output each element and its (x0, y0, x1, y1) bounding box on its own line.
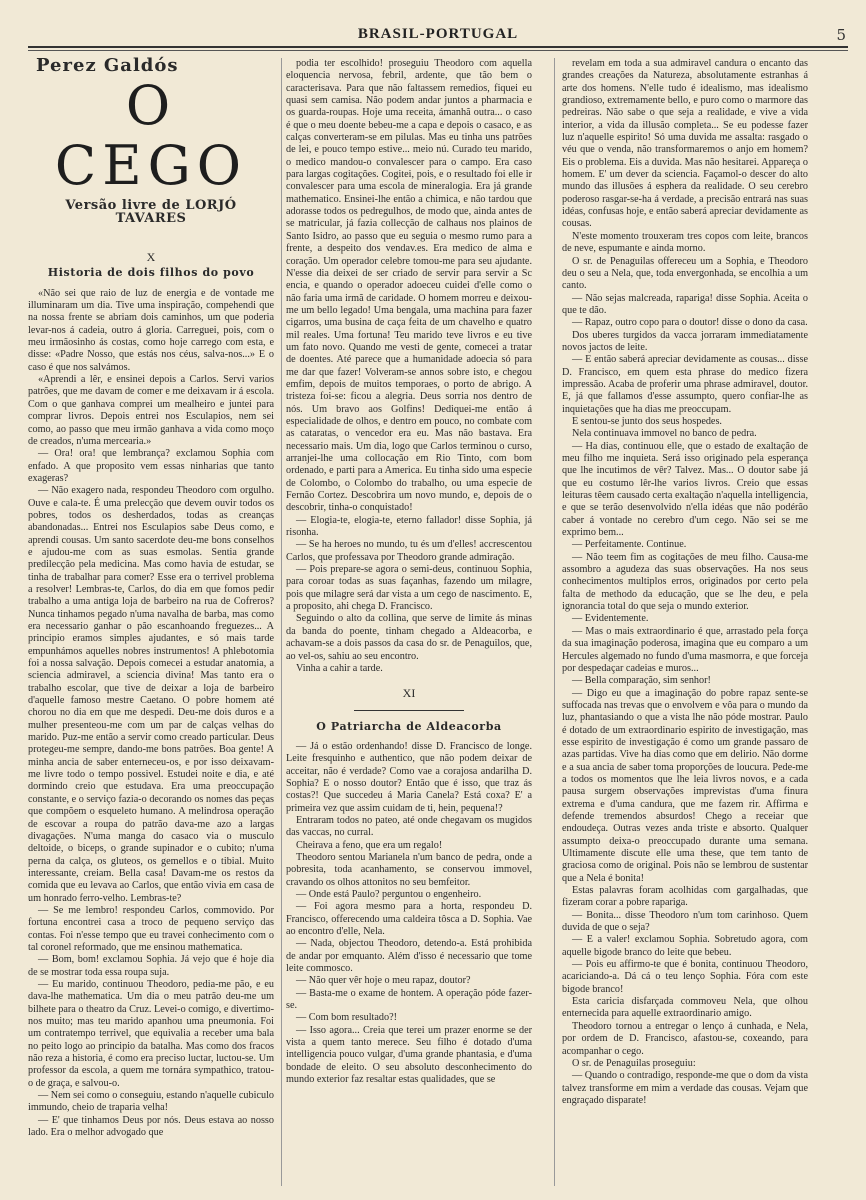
paragraph: N'este momento trouxeram tres copos com leite, brancos de neve, espumante e ainda morno. (562, 230, 808, 255)
byline: Versão livre de LORJÓ TAVARES (65, 198, 237, 226)
paragraph: — Bom, bom! exclamou Sophia. Já vejo que é hoje dia de se mostrar toda essa roupa suja. (28, 954, 274, 978)
paragraph: — Se me lembro! respondeu Carlos, commovido. Por fortuna encontrei casa a troco de pequeno serviço das contas. Foi n'esse tempo que eu travei conhecimento com o tal coronel reformado, que me ensinou mathematica. (28, 904, 274, 953)
chapter-number: X (146, 250, 156, 265)
paragraph: — Pois prepare-se agora o semi-deus, continuou Sophia, para coroar todas as suas façanhas, fazendo um milagre, pois que milagre será dar vista a um cego de nascimento. E, a proposito, ahi chega D. Francisco. (286, 564, 532, 613)
paragraph: — Eu marido, continuou Theodoro, pedia-me pão, e eu dava-lhe mathematica. Um dia o meu patrão deu-me um bilhete para o theatro da Cruz. Levei-o comigo, e divertimo-nos muito; mas teu marido apanhou uma pneumonia. Foi um contratempo terrivel, que equivalia a receber uma bala no peito logo ao principio da batalha. Mas como dos fracos não reza a historia, é como era preciso luctar, luctou-se. Um professor da escola, a quem me tornára sympathico, tratou-o de graça, e salvou-o. (28, 978, 274, 1089)
paragraph: — Elogia-te, elogia-te, eterno fallador! disse Sophia, já risonha. (286, 514, 532, 539)
paragraph: — Onde está Paulo? perguntou o engenheiro. (296, 889, 482, 900)
paragraph: — Já o estão ordenhando! disse D. Francisco de longe. Leite fresquinho e authentico, que não podem deixar de acceitar, não é verdade? Como vae a corajosa andarilha D. Sophia? E o nosso doutor? Então que é isso, que traz ás costas?! Que succedeu á Maria Canela? Está coxa? E' a primeira vez que assim cuidam de ti, hein, pequena!? (286, 740, 532, 814)
column-2-body-top (286, 58, 532, 675)
paragraph: — E a valer! exclamou Sophia. Sobretudo agora, com aquelle bigode branco do leite que bebeu. (562, 934, 808, 958)
paragraph: — Nem sei como o conseguiu, estando n'aquelle cubiculo immundo, cheio de traparia velha! (28, 1090, 274, 1114)
article-title: O CEGO (54, 74, 248, 198)
paragraph: — Basta-me o exame de hontem. A operação póde fazer-se. (286, 987, 532, 1012)
paragraph: — Pois eu affirmo-te que é bonita, continuou Theodoro, acariciando-a. Dá cá o teu lenço Sophia. Fóra com este bigode branco! (562, 959, 808, 995)
paragraph: revelam em toda a sua admiravel candura o encanto das grandes creações da Natureza, absolutamente estranhas á arte dos homens. N'elle tudo é idealismo, mas idealismo grandioso, extremamente bello, e puro como o marmore das pedreiras. Não sabe o que seja a realidade, e vive a vida interior, a vida da illusão completa... Se eu podesse fazer luz n'aquelle espirito! Só uma duvida me assalta: rasgado o véu que o venda, não transformaremos o anjo em homem? Eis o problema. Eis a duvida. Mas não hesitarei. Appareça o homem. E' um dever da sciencia. Façamol-o descer do alto mundo das illusões á esphera da realidade. O seu cerebro poderoso rasgar-se-ha á verdade, a precisão entrará nas suas idéas, confusas hoje, e então saberá apreciar devidamente as cousas. (562, 58, 808, 230)
paragraph: podia ter escolhido! proseguiu Theodoro com aquella eloquencia nervosa, febril, ardente, que tão bem o caracterisava. Para que não faltassem remedios, fiquei eu quasi sem camisa. Não podem andar juntos a pharmacia e os guarda-roupas. Hoje uma receita, ámanhã outra... o caso é que o meu doente bebeu-me a capa e depois o casaco, e as calças converteram-se em pilulas. Mas eu tinha uns patrões de lei, e pouco tempo estive... meio nú. Curado teu marido, o medico mandou-o convalescer para o campo. Era caso para largas cogitações. Cogitei, pois, e o resultado foi elle ir convalescer para uma escola de mineralogia. Era já grande mathematico. Ensinei-lhe então a chimica, e não tardou que adorasse todos os pedregulhos, de modo que, ainda antes de se matricular, já fazia collecção de calhaus nos plainos de Santo Isidro, ao passo que eu seguia o mesmo rumo para a frente, a despeito dos vendav.es. Era medico de alma e coração. Um operador celebre tomou-me para seu ajudante. N'esse dia deixei de ser criado de servir para servir a Sc encia, e quando o operador adoeceu cuidei d'elle como o não faria uma irmã de caridade. O homem morreu e deixou-me um bello legado! Uma bengala, uma machina para fazer cigarros, uma busina de caça feita de um chavelho e quatro mil reales. Uma fortuna! Teu marido teve livros e eu tive um fato novo. Quando me vesti de gente, comecei a tratar de doentes. Até parece que a humanidade adoecia só para me dar que fazer! Volveram-se annos sobre isto, e chegou emfim, depois de muitos temporaes, o porto de abrigo. A tristeza foi-se: ficou a alegria. Deus sorria nos dentro de nós. Um bravo aos Golfins! Dediquei-me então á especialidade de olhos, e dentro em pouco, no combate com as cataratas, o vencedor era eu. Mas não bastava. Era necessario mais. Um dia, logo que Carlos terminou o curso, arranjei-lhe uma collocação em Rio Tinto, com bom ordenado, e parti para a America. Eu tinha sido uma especie de Colombo, o Colombo do trabalho, ou uma especie de Fernão Cortez. Descobrira um novo mundo, e, depois de o descobrir, tinha-o conquistado! (286, 58, 532, 514)
running-title: BRASIL-PORTUGAL (357, 26, 519, 42)
paragraph: Cheirava a feno, que era um regalo! (296, 839, 443, 851)
paragraph: Theodoro sentou Marianela n'um banco de pedra, onde a pobresita, toda acanhamento, se conservou immovel, cravando os olhos attonitos no seu bemfeitor. (286, 851, 532, 888)
paragraph: — Bella comparação, sim senhor! (572, 675, 711, 687)
paragraph: Vinha a cahir a tarde. (296, 662, 383, 674)
paragraph: — Não exagero nada, respondeu Theodoro com orgulho. Ouve e cala-te. É uma prelecção que devem ouvir todos os pobres, todos os desherdados, todas as creanças abandonadas... Entrei nos Esculapios sabe Deus como, e aprendi cousas. Um santo sacerdote deu-me bons conselhos e ajudou-me com as suas esmolas. Sentia grande predilecção pela medicina. Mas como havia de estudar, se tinha de trabalhar para comer? Esse era o terrivel problema a resolver! Lembras-te, Carlos, do dia em que fomos pedir trabalho a uma antiga loja de barbeiro na rua de Cofreros? Nunca tinhamos pegado n'uma navalha de barba, mas como era necessario ganhar o pão escanhoando freguezes... A principio eramos simples ajudantes, e só mais tarde empunhámos aquelles nobres instrumentos! A phlebotomia foi a nossa salvação. Depois comecei a estudar anatomia, a sciencia admiravel, a sciencia divina! Mas tanto era o trabalho escolar, que tive de deixar a loja de barbeiro d'aquelle famoso mestre Caetano. O pobre homem até chorou no dia em que me despedi. Deu-me dois duros e a mulher presenteou-me com um par de calças velhas do marido. Puz-me então a servir como creado particular. Deus protegeu-me sempre, dando-me bons patrões. Boa gente! A minha ancia de saber enterneceu-os, e por isso deixavam-me livre todo o tempo possivel. Estudei noite e dia, e até dormindo creio que estudava. Era uma preoccupação constante, e o serviço fazia-o decorando os nomes das peças que compõem o esqueleto humano. A melindrosa operação de escovar a roupa do patrão dava-me azo a largas divagações. N'uma manga do casaco via o musculo deltoide, o biceps, o grande supinador e o cubito; n'uma perna da calça, os gluteos, os gemellos e o tibial. Muito interessante, creiam. Bella casa! Davam-me os restos da comida que eu levava ao Carlos, que então vivia em casa de um honrado ferro-velho. Lembras-te? (28, 485, 274, 904)
paragraph: Nela continuava immovel no banco de pedra. (572, 428, 757, 440)
paragraph: — Não teem fim as cogitações de meu filho. Causa-me assombro a agudeza das suas observações. Ha nos seus conhecimentos multiplos erros, originados por certo pela falta de methodo da educação, que se lhe deu, e pela ignorancia total do que seja o mundo exterior. (562, 551, 808, 613)
paragraph: «Não sei que raio de luz de energia e de vontade me illuminaram um dia. Tive uma inspiração, compehendi que na nossa frente se abriam dois caminhos, um que poderia levar-nos á cadeia, outro á gloria. Carreguei, pois, com o meu irmãosinho ás costas, como hoje carrego com esta, e disse: «Padre Nosso, que estás nos céus, salva-nos...» E o caso é que nos salvámos. (28, 287, 274, 373)
paragraph: — Evidentemente. (572, 613, 649, 625)
column-3 (562, 58, 808, 1107)
paragraph: — Perfeitamente. Continue. (572, 539, 687, 551)
column-divider (554, 58, 555, 1186)
author-name: Perez Galdós (36, 55, 179, 76)
page-header (28, 18, 848, 48)
paragraph: E sentou-se junto dos seus hospedes. (572, 415, 722, 427)
column-1 (28, 55, 274, 1139)
paragraph: — E então saberá apreciar devidamente as cousas... disse D. Francisco, em quem esta phrase do medico fizera impressão. Acaba de proferir uma phrase admiravel, doutor. E, já que fallamos d'esse assumpto, quero confiar-lhe as inquietações que ha dias me preoccupam. (562, 354, 808, 415)
paragraph: Esta caricia disfarçada commoveu Nela, que olhou enternecida para aquelle extraordinario amigo. (562, 996, 808, 1020)
column-divider (281, 58, 282, 1186)
paragraph: — Foi agora mesmo para a horta, respondeu D. Francisco, offerecendo uma caldeira tôsca a D. Sophia. Vae ao encontro d'elle, Nela. (286, 901, 532, 938)
paragraph: — Não quer vêr hoje o meu rapaz, doutor? (296, 975, 471, 987)
paragraph: Estas palavras foram acolhidas com gargalhadas, que fizeram corar a pobre rapariga. (562, 885, 808, 909)
paragraph: O sr. de Penaguilas proseguiu: (572, 1057, 696, 1069)
paragraph: — E' que tinhamos Deus por nós. Deus estava ao nosso lado. Era o melhor advogado que (28, 1114, 274, 1139)
column-2 (286, 58, 532, 1087)
paragraph: — Digo eu que a imaginação do pobre rapaz sente-se suffocada nas trevas que o envolvem e vôa para o mundo da luz, phantasiando o que a vista lhe não póde mostrar. Paulo é dotado de um extraordinario espirito de investigação, mas esse espirito de investigação é como um grande passaro de azas partidas. Vive ha dias como que em delirio. Não dorme e a sua ancia de saber toma proporções de loucura. Pede-me a todos os momentos que lhe leia livros novos, e a cada pausa surgem observações imprevistas d'uma finura extrema e d'uma candura, que me fazem rir. Affirma e defende tremendos absurdos! Chego a receiar que endoudeça. Outras vezes anda triste e absorto. Qualquer assumpto deixa-o preoccupado durante uma semana. Ultimamente discute elle uma these, que tem tanto de graciosa como de original. Pois não se lembrou de sustentar que a Nela é bonita! (562, 687, 808, 884)
paragraph: Theodoro tornou a entregar o lenço á cunhada, e Nela, por ordem de D. Francisco, afastou-se, coxeando, para acompanhar o cego. (562, 1020, 808, 1057)
paragraph: — Rapaz, outro copo para o doutor! disse o dono da casa. (572, 317, 808, 329)
section-separator (354, 710, 464, 711)
paragraph: Dos uberes turgidos da vacca jorraram immediatamente novos jactos de leite. (562, 329, 808, 353)
paragraph: — Mas o mais extraordinario é que, arrastado pela força da sua imaginação poderosa, imagina que eu comparo a um Hercules algemado no fundo d'uma masmorra, e que forceja por despedaçar cadeias e muros... (562, 625, 808, 674)
chapter-title: O Patriarcha de Aldeacorba (316, 719, 502, 733)
paragraph: — Se ha heroes no mundo, tu és um d'elles! accrescentou Carlos, que professava por Theodoro grande admiração. (286, 539, 532, 563)
column-1-body (28, 288, 274, 1140)
header-rule-thin (28, 50, 848, 51)
chapter-title: Historia de dois filhos do povo (47, 266, 255, 280)
page-number: 5 (836, 26, 846, 44)
paragraph: — Ora! ora! que lembrança? exclamou Sophia com enfado. A que proposito vem essas ninharias que tanto exageras? (28, 448, 274, 484)
paragraph: — Ha dias, continuou elle, que o estado de exaltação de meu filho me inquieta. Será isso originado pela esperança que lhe incutimos de vêr? Talvez. Mas... O doutor sabe já que eu costumo lêr-lhe varios livros. Creio que essas leituras têem causado certa exaltação n'aquella intelligencia, e que se terão desenvolvido n'ella idéas que não podérão caber á vontade no cerebro d'um cego. Não sei se me exprimo bem... (562, 440, 808, 539)
paragraph: «Aprendi a lêr, e ensinei depois a Carlos. Servi varios patrões, que me davam de comer e me deixavam ir á escola. Com o que ganhava comprei um mealheiro e juntei para comprar livros. Depois entrei nos Esculapios, nem sei como, ao passo que meu irmão ganhava a vida como moço de creados, n'uma mercearia.» (28, 374, 274, 447)
paragraph: — Com bom resultado?! (296, 1012, 398, 1024)
paragraph: O sr. de Penaguilas offereceu um a Sophia, e Theodoro deu o seu a Nela, que, toda envergonhada, se encolhia a um canto. (562, 255, 808, 292)
column-3-body (562, 58, 808, 1107)
paragraph: — Quando o contradigo, responde-me que o dom da vista talvez transforme em mim a verdade das cousas. Vejam que engraçado disparate! (562, 1070, 808, 1106)
paragraph: Seguindo o alto da collina, que serve de limite ás minas da banda do poente, tinham chegado a Aldeacorba, e achavam-se a dois passos da casa do sr. de Penaguilos, que, ao vel-os, sahiu ao seu encontro. (286, 613, 532, 662)
chapter-number: XI (402, 686, 416, 701)
header-rule (28, 46, 848, 48)
paragraph: — Nada, objectou Theodoro, detendo-a. Está prohibida de andar por emquanto. Além d'isso é necessario que tome leite commosco. (286, 938, 532, 975)
paragraph: — Não sejas malcreada, rapariga! disse Sophia. Aceita o que te dão. (562, 292, 808, 316)
paragraph: — Bonita... disse Theodoro n'um tom carinhoso. Quem duvida de que o seja? (562, 909, 808, 934)
paragraph: Entraram todos no pateo, até onde chegavam os mugidos das vaccas, no curral. (286, 814, 532, 839)
paragraph: — Isso agora... Creia que terei um prazer enorme se der vista a quem tanto merece. Seu filho é dotado d'uma intelligencia pouco vulgar, d'uma grande phantasia, e d'uma bondade de eleito. O seu absoluto desconhecimento do mundo exterior faz resaltar estas qualidades, que se (286, 1024, 532, 1086)
column-2-body-bottom (286, 741, 532, 1087)
